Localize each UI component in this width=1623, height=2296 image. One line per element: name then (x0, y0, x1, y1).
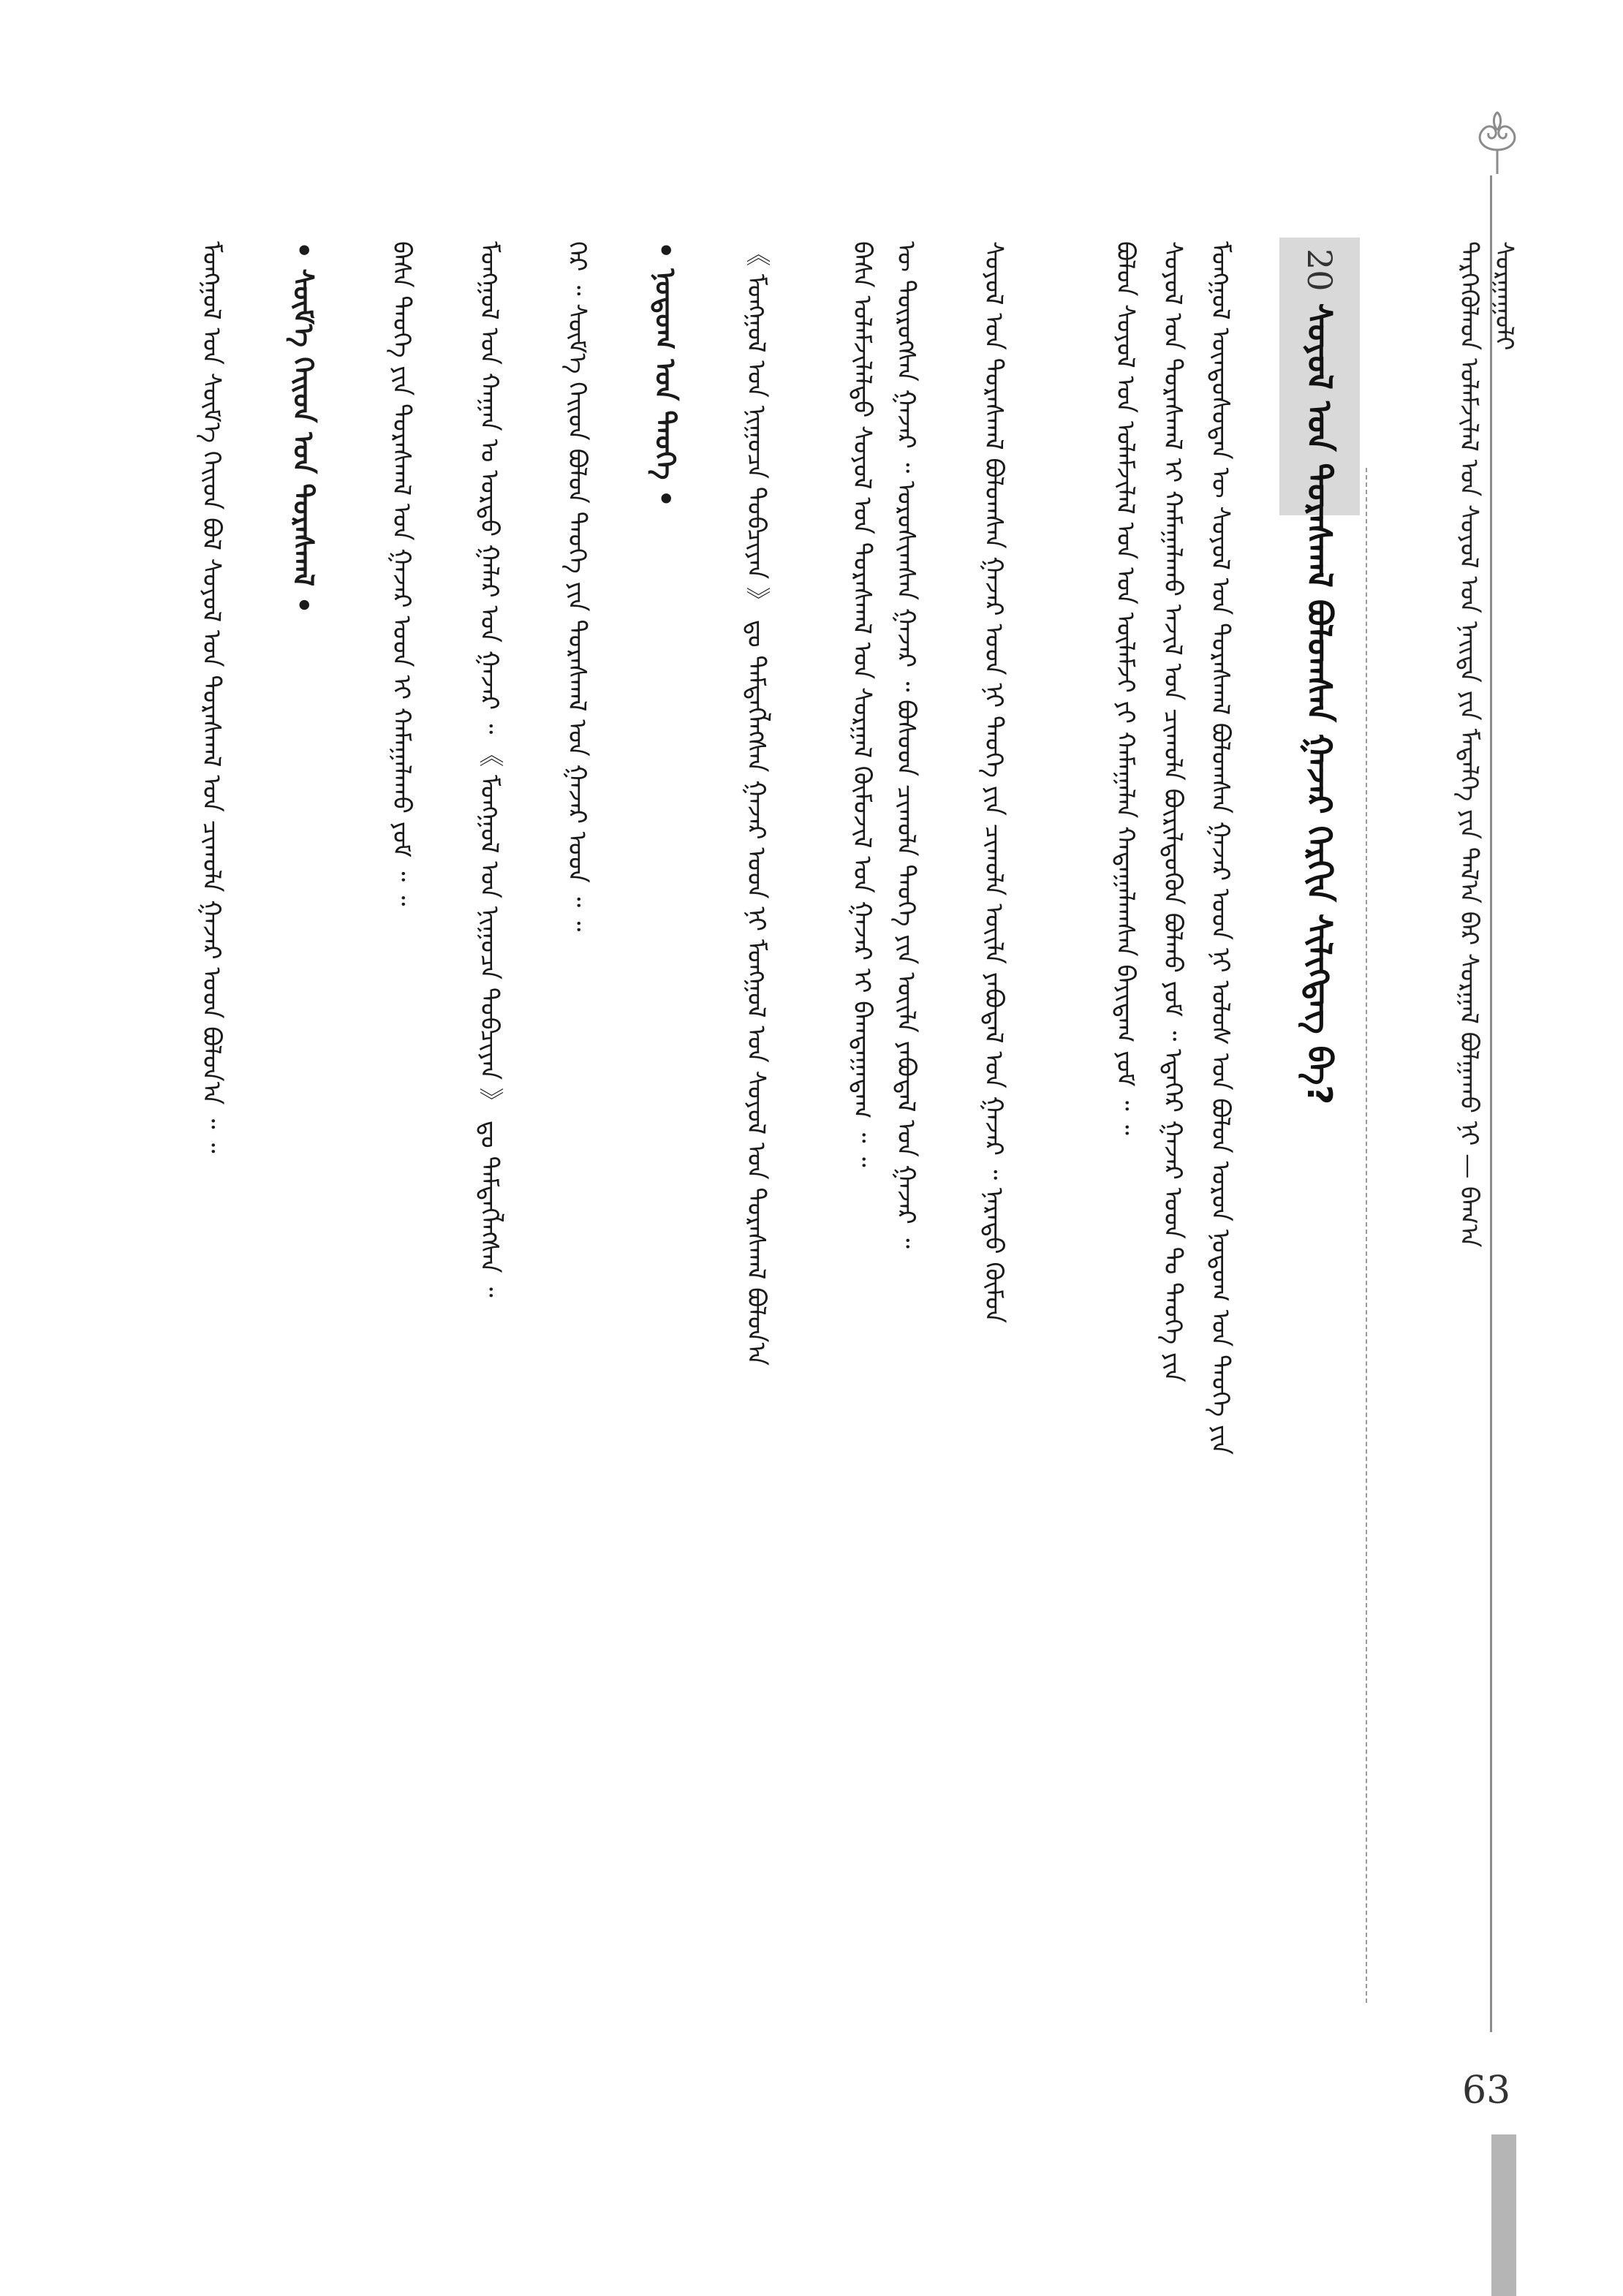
body-line: ᠪᠣᠯᠤᠨ ᠰᠣᠶᠣᠯ ᠤᠨ ᠤᠯᠠᠮᠵᠢᠯᠠᠯ ᠤᠨ ᠡᠳ ᠦᠯᠡᠮᠵᠢ ᠶᠢ ᠬᠠᠮᠠᠭᠠᠯᠠᠨ ᠬᠠᠳᠠᠭᠠᠯᠠᠭᠰᠠᠨ ᠪᠠᠶᠢᠳᠠᠭ ᠶᠤᠮ ᠃ ᠃ (1111, 241, 1140, 1135)
running-header: ᠲᠡᠷᠭᠡᠭᠦᠯᠡᠳ ᠤᠯᠠᠮᠵᠢᠯᠠᠯ ᠤᠨ ᠰᠣᠶᠣᠯ ᠤᠨ ᠨᠡᠢᠲᠡ ᠶᠢᠨ ᠮᠡᠳᠡᠯᠭᠡ ᠶᠢᠨ ᠲᠠᠯ᠎ᠠ ᠪᠠᠷ ᠰᠤᠷᠭᠠᠯ ᠪᠣᠯᠭᠠᠬᠤ ᠨᠢ — ᠪᠠᠭ᠎ᠠ ᠰᠤᠷᠭᠠᠭᠤᠯᠢ (1454, 241, 1518, 1248)
section-number: 20 (1300, 249, 1339, 292)
body-line: ᠮᠣᠩᠭᠣᠯ ᠤᠨ ᠰᠦᠮ᠎ᠡ ᠬᠡᠢᠳ ᠪᠣᠯ ᠰᠣᠶᠣᠯ ᠤᠨ ᠳᠤᠷᠠᠰᠬᠠᠯ ᠤᠨ ᠴᠢᠬᠤᠯᠠ ᠭᠠᠵᠠᠷ ᠤᠳ ᠪᠣᠯᠤᠨ᠎ᠠ ᠃ ᠃ (197, 241, 226, 1153)
body-line: ᠰᠣᠶᠣᠯ ᠤᠨ ᠳᠤᠷᠠᠰᠬᠠᠯ ᠢ ᠬᠠᠮᠠᠭᠠᠯᠠᠬᠤ ᠠᠵᠢᠯ ᠤᠨ ᠴᠢᠬᠤᠯᠠ ᠪᠦᠷᠢᠯᠳᠦᠬᠦᠨ ᠪᠣᠯᠬᠤ ᠶᠤᠮ ᠃ ᠡᠳᠡᠭᠡᠷ ᠭᠠᠵᠠᠷ ᠤᠳ ᠲᠤ ᠲᠡᠦᠬᠡ ᠶᠢᠨ (1158, 241, 1187, 1383)
page-number: 63 (1462, 2069, 1511, 2113)
bullet-heading: • ᠰᠦᠮ᠎ᠡ ᠬᠡᠢᠳ ᠤᠨ ᠳᠤᠷᠠᠰᠬᠠᠯ • (287, 241, 319, 614)
body-line: ᠪᠠᠰᠠ ᠲᠡᠦᠬᠡ ᠶᠢᠨ ᠳᠤᠷᠠᠰᠬᠠᠯ ᠤᠨ ᠭᠠᠵᠠᠷ ᠤᠳ ᠢ ᠬᠠᠮᠠᠭᠠᠯᠠᠬᠤ ᠶᠤᠮ ᠃ ᠃ (387, 241, 416, 906)
body-line: ᠮᠣᠩᠭᠣᠯ ᠦᠨᠳᠦᠰᠦᠲᠡᠨ ᠦ ᠰᠣᠶᠣᠯ ᠤᠨ ᠳᠤᠷᠠᠰᠬᠠᠯ ᠪᠣᠯᠤᠭᠰᠠᠨ ᠭᠠᠵᠠᠷ ᠤᠳ ᠨᠢ ᠤᠯᠤᠰ ᠤᠨ ᠪᠣᠯᠤᠨ ᠣᠷᠣᠨ ᠨᠤᠲᠤᠭ ᠤᠨ ᠲᠡᠦᠬᠡ ᠶᠢᠨ (1206, 241, 1235, 1455)
body-line: ᠭᠡᠷ ᠃ ᠰᠦᠮ᠎ᠡ ᠬᠡᠢᠳ ᠪᠣᠯᠤᠨ ᠲᠡᠦᠬᠡ ᠶᠢᠨ ᠳᠤᠷᠠᠰᠬᠠᠯ ᠤᠨ ᠭᠠᠵᠠᠷ ᠤᠳ ᠃ ᠃ (562, 241, 591, 932)
body-line: ᠦ ᠲᠥᠷᠥᠭᠰᠡᠨ ᠭᠠᠵᠠᠷ ᠃ ᠣᠷᠣᠰᠢᠭᠰᠠᠨ ᠭᠠᠵᠠᠷ ᠃ ᠪᠤᠰᠤᠳ ᠴᠢᠬᠤᠯᠠ ᠲᠡᠦᠬᠡ ᠶᠢᠨ ᠦᠢᠯᠡ ᠶᠠᠪᠤᠳᠠᠯ ᠤᠨ ᠭᠠᠵᠠᠷ ᠃ (891, 241, 920, 1249)
title-divider (1366, 468, 1369, 2003)
ornament-icon (1468, 110, 1526, 175)
section-title (1283, 249, 1356, 1930)
section-title-text: ᠰᠣᠶᠣᠯ ᠤᠨ ᠳᠤᠷᠠᠰᠬᠠᠯ ᠪᠣᠯᠤᠭᠰᠠᠨ ᠭᠠᠵᠠᠷ ᠬᠡᠷᠬᠢᠨ ᠰᠢᠯᠢᠭᠳᠡᠭ ᠪᠡ? (1300, 303, 1339, 1105)
body-line: ᠪᠠᠰᠠ ᠤᠯᠠᠮᠵᠢᠯᠠᠯᠲᠤ ᠰᠣᠶᠣᠯ ᠤᠨ ᠳᠤᠷᠠᠰᠬᠠᠯ ᠤᠨ ᠰᠤᠷᠭᠠᠯ ᠬᠦᠮᠦᠵᠢᠯ ᠤᠨ ᠭᠠᠵᠠᠷ ᠢ ᠪᠠᠭᠲᠠᠭᠠᠳᠠᠭ ᠃ ᠃ (847, 241, 877, 1167)
side-tab (1491, 2134, 1516, 2296)
body-line: ᠮᠣᠩᠭᠣᠯ ᠤᠨ ᠬᠠᠭᠠᠨ ᠤ ᠣᠷᠳᠣ ᠭᠠᠯᠠᠷ ᠤᠨ ᠭᠠᠵᠠᠷ ᠃ 《 ᠮᠣᠩᠭᠣᠯ ᠤᠨ ᠨᠢᠭᠤᠴᠠ ᠲᠣᠪᠴᠢᠶᠠᠨ 》 ᠳᠤ ᠲᠡᠮᠳᠡᠭᠯᠡᠭᠰᠡᠨ ᠃ (474, 241, 504, 1297)
bullet-heading: • ᠨᠤᠲᠤᠭ ᠤᠨ ᠲᠡᠦᠬᠡ • (649, 241, 681, 507)
body-line: 《 ᠮᠣᠩᠭᠣᠯ ᠤᠨ ᠨᠢᠭᠤᠴᠠ ᠲᠣᠪᠴᠢᠶᠠᠨ 》 ᠳᠤ ᠲᠡᠮᠳᠡᠭᠯᠡᠭᠰᠡᠨ ᠭᠠᠵᠠᠷ ᠤᠳ ᠨᠢ ᠮᠣᠩᠭᠣᠯ ᠤᠨ ᠰᠣᠶᠣᠯ ᠤᠨ ᠳᠤᠷᠠᠰᠬᠠᠯ ᠪᠣᠯᠤᠨ᠎ᠠ (741, 241, 771, 1366)
body-line: ᠰᠣᠶᠣᠯ ᠤᠨ ᠳᠤᠷᠠᠰᠬᠠᠯ ᠪᠣᠯᠤᠭᠰᠠᠨ ᠭᠠᠵᠠᠷ ᠤᠳ ᠨᠢ ᠲᠡᠦᠬᠡ ᠶᠢᠨ ᠴᠢᠬᠤᠯᠠ ᠦᠢᠯᠡ ᠶᠠᠪᠤᠳᠠᠯ ᠤᠨ ᠭᠠᠵᠠᠷ ᠃ ᠨᠡᠷᠡᠲᠦ ᠬᠦᠮᠦᠨ (979, 241, 1008, 1324)
